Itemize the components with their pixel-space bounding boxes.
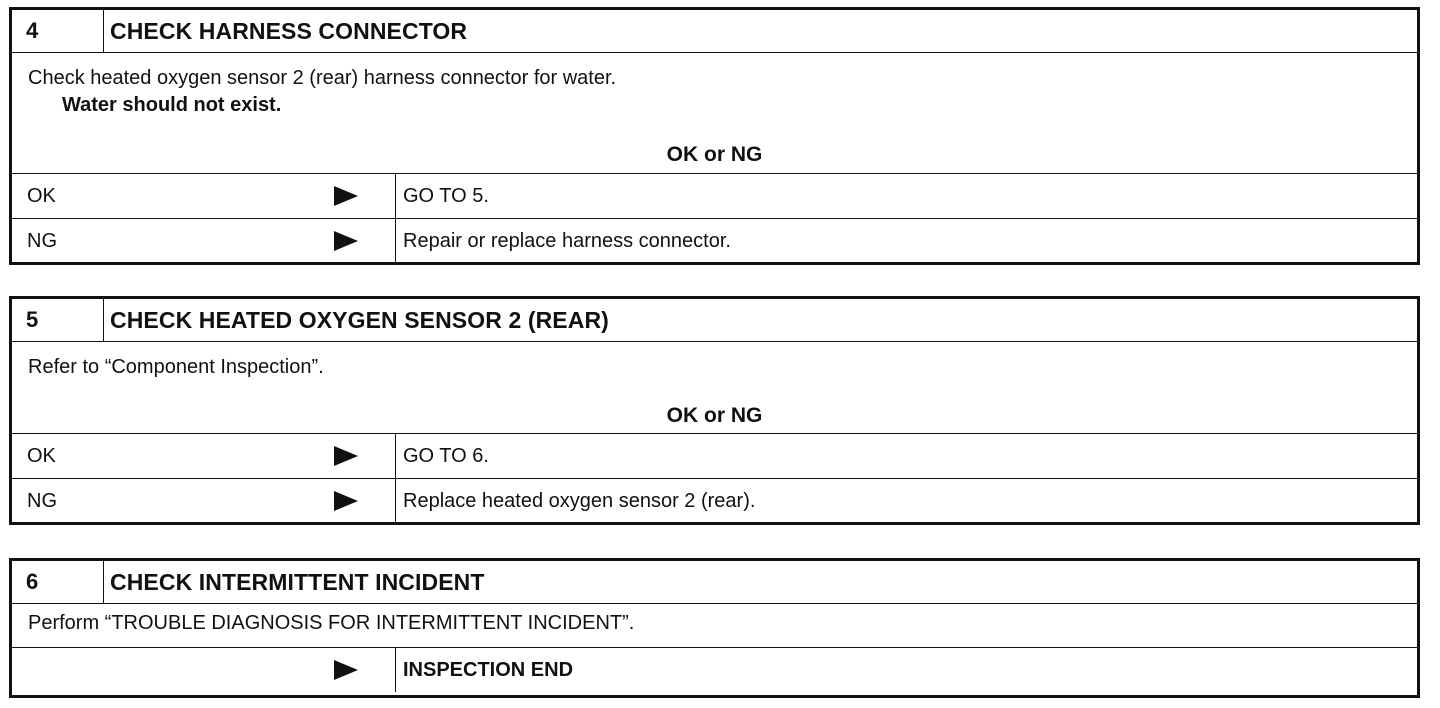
description-text: Check heated oxygen sensor 2 (rear) harness connector for water. bbox=[28, 67, 617, 89]
right-triangle-arrow-icon bbox=[334, 446, 358, 466]
result-label: OK bbox=[27, 444, 56, 467]
right-triangle-arrow-icon bbox=[334, 660, 358, 680]
description-text: Perform “TROUBLE DIAGNOSIS FOR INTERMITTENT INCIDENT”. bbox=[28, 612, 635, 634]
result-row-ng bbox=[12, 218, 1417, 263]
step-title: CHECK INTERMITTENT INCIDENT bbox=[110, 568, 485, 595]
right-triangle-arrow-icon bbox=[334, 186, 358, 206]
result-action: INSPECTION END bbox=[403, 658, 574, 681]
step-header bbox=[12, 299, 1417, 341]
step-description bbox=[12, 341, 1417, 433]
result-row-ok bbox=[12, 173, 1417, 218]
result-label: OK bbox=[27, 184, 56, 207]
description-text: Refer to “Component Inspection”. bbox=[28, 356, 324, 378]
step-header bbox=[12, 561, 1417, 603]
description-note: Water should not exist. bbox=[62, 94, 282, 116]
result-action: Repair or replace harness connector. bbox=[403, 229, 731, 252]
result-row-ok bbox=[12, 433, 1417, 478]
step-6-box bbox=[9, 558, 1420, 698]
right-triangle-arrow-icon bbox=[334, 231, 358, 251]
result-action: GO TO 6. bbox=[403, 444, 489, 467]
step-5-box bbox=[9, 296, 1420, 525]
right-triangle-arrow-icon bbox=[334, 491, 358, 511]
result-action: GO TO 5. bbox=[403, 184, 489, 207]
step-header bbox=[12, 10, 1417, 52]
result-row-ng bbox=[12, 478, 1417, 523]
ok-or-ng-label: OK or NG bbox=[666, 143, 763, 166]
step-4-box bbox=[9, 7, 1420, 265]
result-row-end bbox=[12, 647, 1417, 692]
result-label: NG bbox=[27, 489, 57, 512]
step-title: CHECK HARNESS CONNECTOR bbox=[110, 17, 468, 44]
step-description bbox=[12, 52, 1417, 173]
result-action: Replace heated oxygen sensor 2 (rear). bbox=[403, 489, 756, 512]
step-number: 5 bbox=[12, 299, 104, 341]
ok-or-ng-label: OK or NG bbox=[666, 404, 763, 427]
step-number: 4 bbox=[12, 10, 104, 52]
result-label: NG bbox=[27, 229, 57, 252]
step-number: 6 bbox=[12, 561, 104, 603]
step-description bbox=[12, 603, 1417, 647]
step-title: CHECK HEATED OXYGEN SENSOR 2 (REAR) bbox=[110, 306, 609, 333]
